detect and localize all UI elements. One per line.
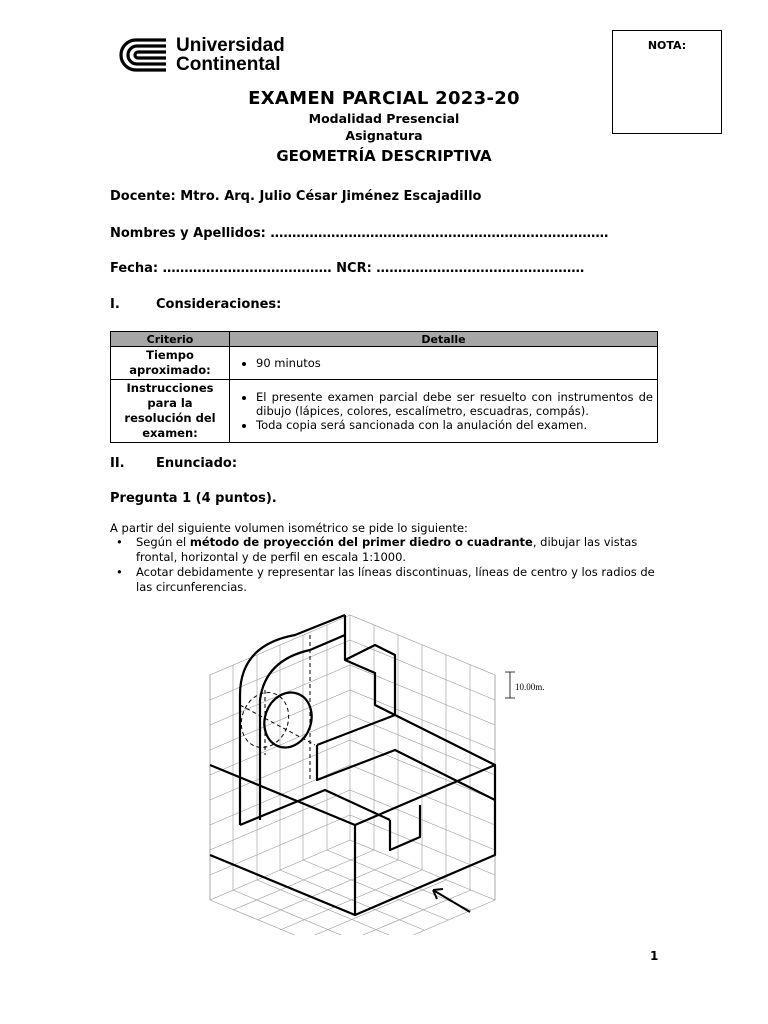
- table-row: [111, 347, 658, 380]
- table-header-cell: Criterio: [111, 332, 230, 347]
- criteria-table: [110, 331, 658, 443]
- table-value-cell: [230, 347, 658, 380]
- list-item: • El presente examen parcial debe ser resuelto con instrumentos de dibujo (lápices, colores, escalímetro, escuadras, compás).: [256, 390, 653, 418]
- section-heading: [110, 456, 237, 471]
- section-number: II.: [110, 456, 125, 471]
- isometric-drawing: [205, 605, 565, 935]
- question-intro: A partir del siguiente volumen isométrico se pide lo siguiente:: [110, 521, 468, 535]
- isometric-solid: [210, 615, 495, 915]
- table-header-row: [111, 332, 658, 347]
- date-ncr-line: Fecha: ………………………………… NCR: …………………………………………: [110, 261, 585, 276]
- table-row: [111, 380, 658, 443]
- table-header-cell: Detalle: [230, 332, 658, 347]
- section-title: Enunciado:: [156, 456, 238, 471]
- grade-label: NOTA:: [647, 39, 687, 52]
- table-key-cell: Instrucciones para la resolución del examen:: [111, 380, 230, 443]
- section-heading: [110, 297, 281, 312]
- modality: Modalidad Presencial: [308, 111, 460, 126]
- dimension-marker: [505, 672, 515, 698]
- teacher-line: Docente: Mtro. Arq. Julio César Jiménez Escajadillo: [110, 189, 482, 204]
- course-title: GEOMETRÍA DESCRIPTIVA: [276, 147, 492, 165]
- list-item: • Toda copia será sancionada con la anulación del examen.: [256, 418, 653, 432]
- list-item: • Acotar debidamente y representar las líneas discontinuas, líneas de centro y los radios de las circunferencias.: [136, 565, 660, 595]
- section-number: I.: [110, 297, 120, 312]
- subject-label: Asignatura: [345, 128, 423, 143]
- name-field-line: Nombres y Apellidos: ……………………………………………………………………: [110, 226, 609, 241]
- question-title: Pregunta 1 (4 puntos).: [110, 491, 277, 506]
- dimension-label: 10.00m.: [515, 682, 545, 692]
- page-number: 1: [650, 949, 659, 963]
- exam-title: EXAMEN PARCIAL 2023-20: [248, 88, 520, 109]
- table-key-cell: Tiempo aproximado:: [111, 347, 230, 380]
- university-name: Universidad Continental: [176, 35, 285, 75]
- table-value-cell: [230, 380, 658, 443]
- list-item: • Según el método de proyección del primer diedro o cuadrante, dibujar las vistas frontal, horizontal y de perfil en escala 1:1000.: [136, 535, 660, 565]
- section-title: Consideraciones:: [156, 297, 282, 312]
- list-item: • 90 minutos: [256, 356, 653, 370]
- question-body: [110, 521, 660, 595]
